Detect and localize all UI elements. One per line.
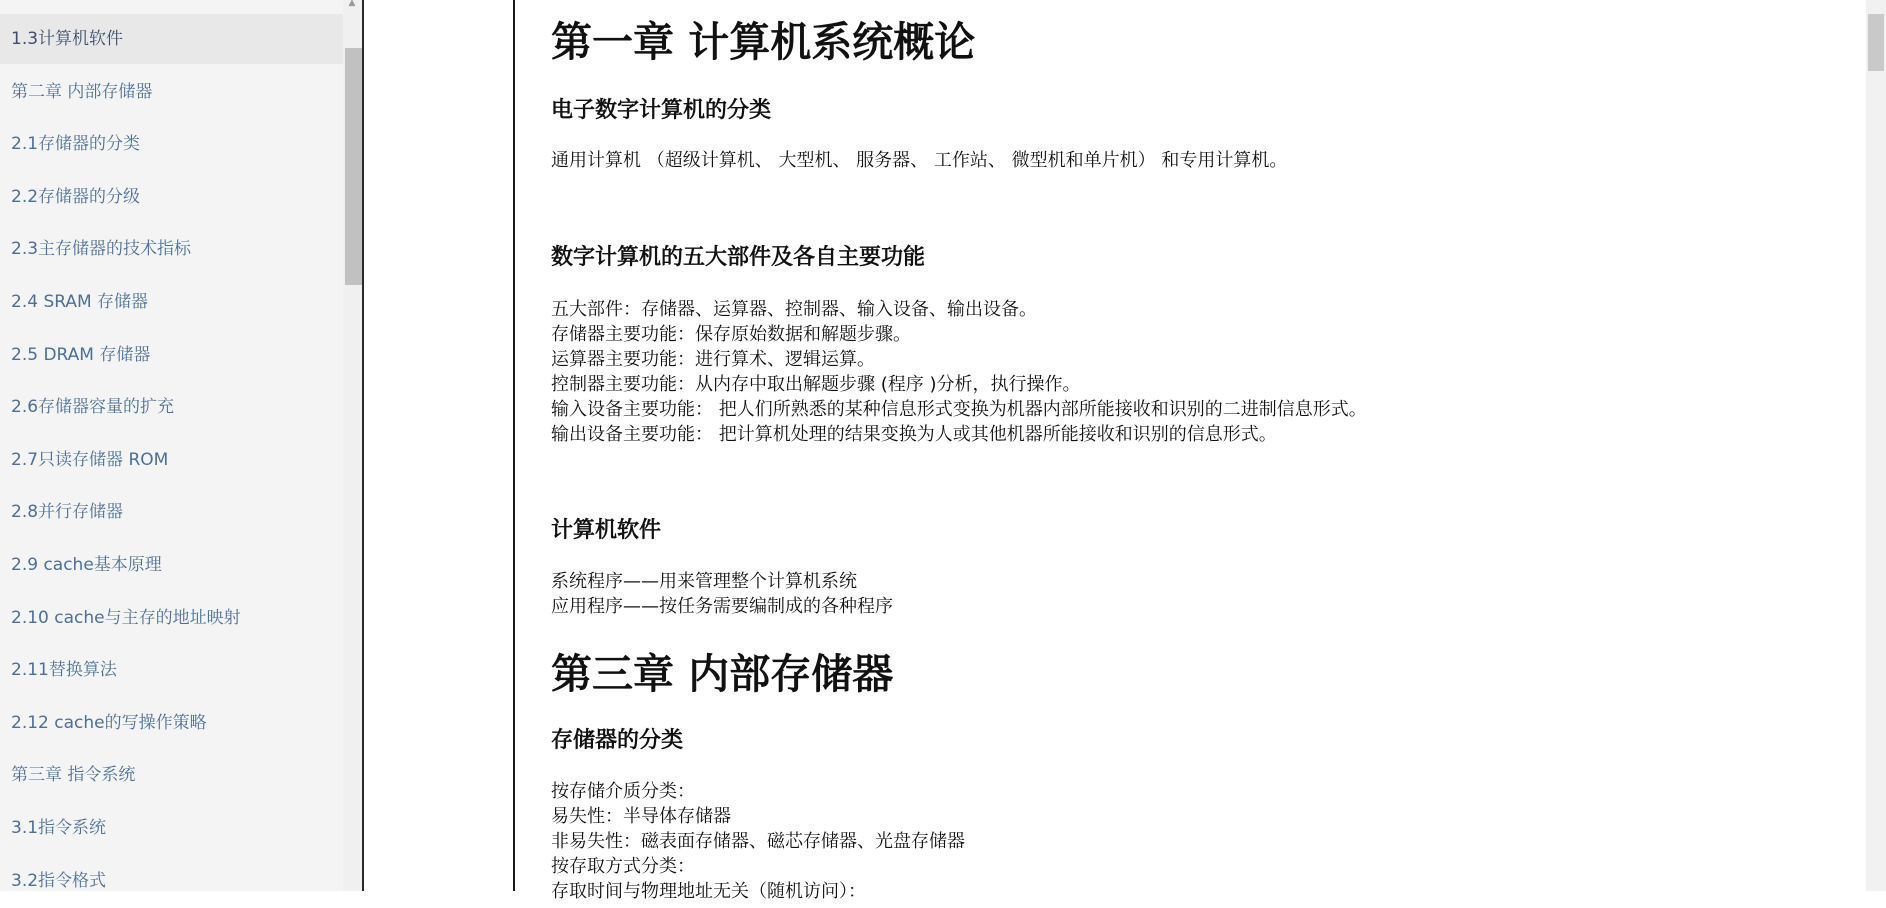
toc-item-chapter-2[interactable]: 第二章 内部存储器 [11, 81, 153, 102]
sidebar-scrollbar-thumb[interactable] [345, 48, 362, 285]
toc-sidebar [0, 0, 343, 891]
toc-item-2-2[interactable]: 2.2存储器的分级 [11, 186, 141, 207]
toc-item-2-8[interactable]: 2.8并行存储器 [11, 502, 124, 523]
toc-item-2-11[interactable]: 2.11替换算法 [11, 660, 117, 681]
section-five-components-title: 数字计算机的五大部件及各自主要功能 [551, 245, 926, 270]
paragraph-line: 五大部件：存储器、运算器、控制器、输入设备、输出设备。 [551, 299, 1037, 320]
paragraph-text: 通用计算机 （超级计算机、 大型机、 服务器、 工作站、 微型机和单片机） 和专用计算机。 [551, 150, 1288, 171]
toc-item-2-4[interactable]: 2.4 SRAM 存储器 [11, 291, 149, 312]
paragraph-line: 输入设备主要功能： 把人们所熟悉的某种信息形式变换为机器内部所能接收和识别的二进制信息形式。 [551, 399, 1367, 420]
paragraph-line: 运算器主要功能：进行算术、逻辑运算。 [551, 349, 875, 370]
toc-item-2-1[interactable]: 2.1存储器的分类 [11, 134, 141, 155]
toc-item-2-10[interactable]: 2.10 cache与主存的地址映射 [11, 607, 241, 628]
toc-item-2-6[interactable]: 2.6存储器容量的扩充 [11, 397, 175, 418]
section-computer-classification-title: 电子数字计算机的分类 [551, 98, 772, 123]
toc-item-1-3[interactable]: 1.3计算机软件 [0, 14, 343, 64]
paragraph-line: 系统程序——用来管理整个计算机系统 [551, 571, 857, 592]
toc-item-2-9[interactable]: 2.9 cache基本原理 [11, 554, 162, 575]
toc-item-3-1[interactable]: 3.1指令系统 [11, 817, 107, 838]
toc-item-chapter-3[interactable]: 第三章 指令系统 [11, 765, 136, 786]
paragraph-line: 非易失性：磁表面存储器、磁芯存储器、光盘存储器 [551, 831, 965, 852]
chapter-1-title: 第一章 计算机系统概论 [551, 18, 976, 66]
toc-item-2-12[interactable]: 2.12 cache的写操作策略 [11, 712, 207, 733]
paragraph-line: 存储器主要功能：保存原始数据和解题步骤。 [551, 324, 911, 345]
paragraph-line: 按存取方式分类： [551, 856, 695, 877]
toc-list [0, 14, 343, 908]
section-computer-software-title: 计算机软件 [551, 518, 662, 543]
document-content [551, 0, 1851, 902]
chapter-3-title: 第三章 内部存储器 [551, 650, 894, 698]
content-left-border [513, 0, 515, 891]
paragraph-line: 按存储介质分类： [551, 781, 695, 802]
paragraph-line: 应用程序——按任务需要编制成的各种程序 [551, 596, 893, 617]
sidebar-scrollbar[interactable] [343, 0, 362, 891]
paragraph-line: 控制器主要功能：从内存中取出解题步骤 (程序 )分析，执行操作。 [551, 374, 1081, 395]
paragraph-line: 输出设备主要功能： 把计算机处理的结果变换为人或其他机器所能接收和识别的信息形式。 [551, 424, 1277, 445]
sidebar-divider [362, 0, 364, 891]
toc-item-3-2[interactable]: 3.2指令格式 [11, 870, 107, 891]
toc-item-2-5[interactable]: 2.5 DRAM 存储器 [11, 344, 151, 365]
sidebar-scroll-up-icon[interactable]: ▲ [348, 0, 356, 8]
main-scrollbar[interactable] [1866, 0, 1886, 891]
toc-item-2-3[interactable]: 2.3主存储器的技术指标 [11, 239, 192, 260]
toc-item-2-7[interactable]: 2.7只读存储器 ROM [11, 449, 169, 470]
paragraph-line: 存取时间与物理地址无关（随机访问）： [551, 881, 866, 902]
paragraph-line: 易失性：半导体存储器 [551, 806, 731, 827]
section-memory-classification-title: 存储器的分类 [551, 728, 684, 753]
main-scrollbar-thumb[interactable] [1868, 14, 1884, 71]
